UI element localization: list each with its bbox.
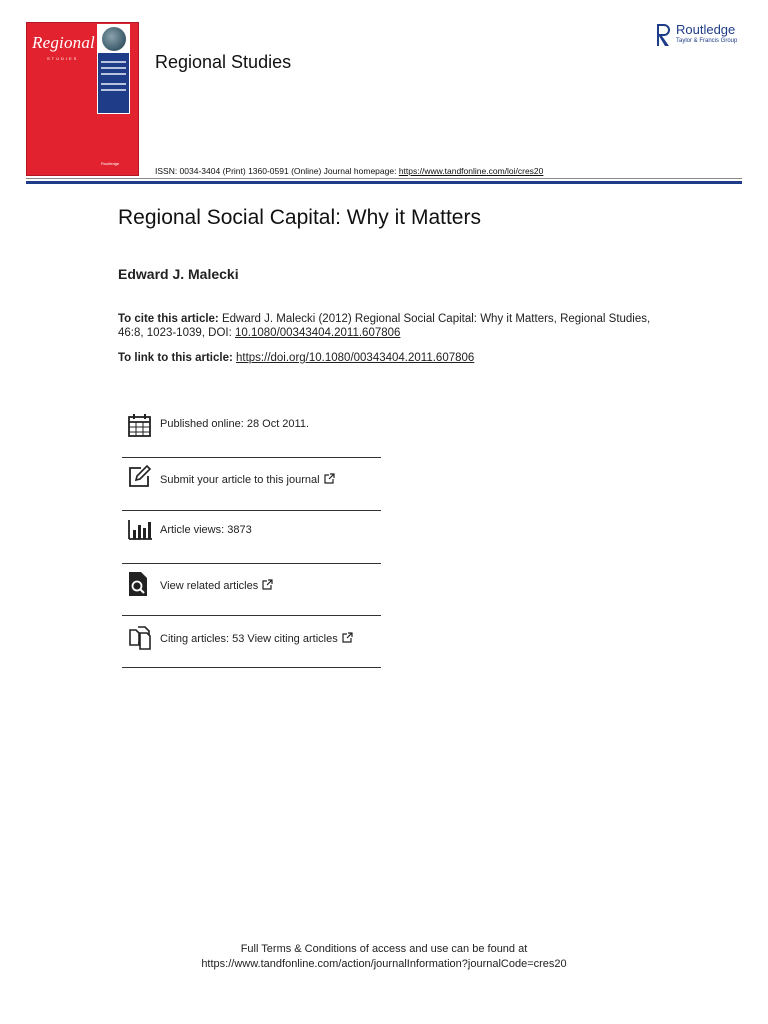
citation-block	[118, 312, 678, 340]
article-title: Regional Social Capital: Why it Matters	[118, 206, 481, 229]
journal-cover-image	[26, 22, 139, 176]
cover-text-line	[101, 73, 126, 75]
cover-title: Regional	[32, 33, 95, 52]
cover-text-line	[101, 83, 126, 85]
citing-articles-link[interactable]	[160, 632, 353, 645]
submit-article-link[interactable]	[160, 473, 335, 486]
doi-link[interactable]: 10.1080/00343404.2011.607806	[235, 327, 401, 339]
row-divider	[122, 563, 381, 564]
published-online-text: Published online: 28 Oct 2011.	[160, 418, 310, 430]
article-doi-url-link[interactable]: https://doi.org/10.1080/00343404.2011.607806	[236, 352, 475, 364]
external-link-icon	[342, 632, 353, 643]
article-link-block	[118, 352, 474, 364]
routledge-logo-name: Routledge	[676, 22, 736, 37]
calendar-icon	[127, 412, 153, 438]
cover-text-line	[101, 61, 126, 63]
footer-terms	[0, 942, 768, 972]
search-document-icon[interactable]	[127, 571, 153, 597]
routledge-logo-icon	[654, 22, 672, 48]
external-link-icon	[262, 579, 273, 590]
issn-line	[155, 166, 543, 176]
footer-terms-link[interactable]: https://www.tandfonline.com/action/journalInformation?journalCode=cres20	[201, 958, 567, 970]
row-divider	[122, 457, 381, 458]
cover-blue-block	[98, 53, 129, 113]
author-name: Edward J. Malecki	[118, 266, 239, 282]
cite-label: To cite this article:	[118, 313, 219, 325]
journal-homepage-link[interactable]: https://www.tandfonline.com/loi/cres20	[398, 166, 544, 176]
link-label: To link to this article:	[118, 352, 236, 364]
footer-line-1: Full Terms & Conditions of access and use can be found at	[240, 943, 528, 955]
submit-article-label: Submit your article to this journal	[160, 474, 320, 486]
row-divider	[122, 510, 381, 511]
cover-subtitle: STUDIES	[47, 56, 79, 61]
bar-chart-icon	[127, 518, 153, 544]
cover-text-line	[101, 89, 126, 91]
edit-icon[interactable]	[127, 465, 153, 491]
issn-text: ISSN: 0034-3404 (Print) 1360-0591 (Online) Journal homepage:	[155, 166, 399, 176]
external-link-icon	[324, 473, 335, 484]
related-articles-label: View related articles	[160, 580, 259, 592]
journal-name: Regional Studies	[155, 52, 292, 72]
header-divider-thick	[26, 181, 742, 184]
copy-documents-icon[interactable]	[127, 625, 153, 651]
cover-globe-emblem	[102, 27, 126, 51]
cover-publisher-mark: Routledge	[101, 161, 120, 166]
related-articles-link[interactable]	[160, 579, 273, 592]
row-divider	[122, 667, 381, 668]
cite-text: Edward J. Malecki (2012) Regional Social Capital: Why it Matters, Regional Studies, 46:8, 1023-1039, DOI:	[118, 313, 651, 339]
cover-text-line	[101, 67, 126, 69]
citing-articles-label: Citing articles: 53 View citing articles	[160, 633, 338, 645]
header-divider-thin	[26, 178, 742, 179]
row-divider	[122, 615, 381, 616]
article-views-text: Article views: 3873	[160, 524, 252, 536]
routledge-logo-subtitle: Taylor & Francis Group	[676, 38, 738, 44]
